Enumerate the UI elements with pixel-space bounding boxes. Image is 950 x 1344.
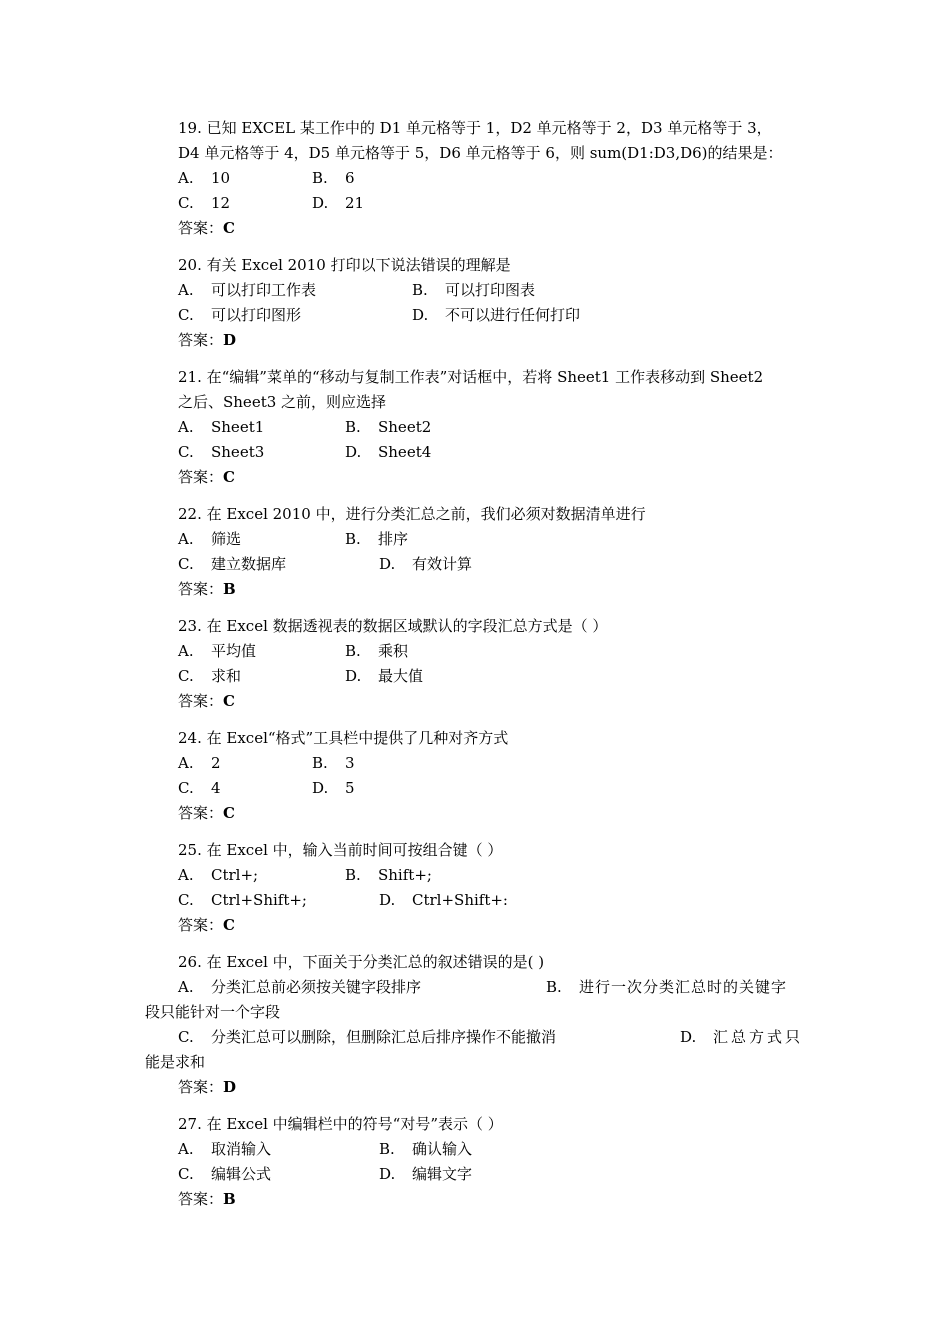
question-19-stem-line-1: 19. 已知 EXCEL 某工作中的 D1 单元格等于 1，D2 单元格等于 2，D3 单元格等于 3， (178, 119, 772, 137)
answer-23: 答案：C (178, 692, 235, 710)
option-c: C. 12 (178, 194, 231, 212)
option-d: D. 汇总方式只 (680, 1028, 804, 1046)
answer-19: 答案：C (178, 219, 235, 237)
answer-24: 答案：C (178, 804, 235, 822)
question-23-stem: 23. 在 Excel 数据透视表的数据区域默认的字段汇总方式是（ ） (178, 617, 608, 635)
option-d: D. 5 (312, 779, 355, 797)
option-c: C. 可以打印图形 (178, 306, 302, 324)
answer-21: 答案：C (178, 468, 235, 486)
option-c: C. 编辑公式 (178, 1165, 272, 1183)
option-b: B. Sheet2 (345, 418, 432, 436)
option-a: A. 可以打印工作表 (178, 281, 317, 299)
option-b: B. 3 (312, 754, 355, 772)
answer-20: 答案：D (178, 331, 237, 349)
option-d-continuation: 能是求和 (145, 1053, 206, 1071)
question-20-stem: 20. 有关 Excel 2010 打印以下说法错误的理解是 (178, 256, 511, 274)
question-27-stem: 27. 在 Excel 中编辑栏中的符号“对号”表示（ ） (178, 1115, 503, 1133)
option-b: B. 排序 (345, 530, 409, 548)
option-b: B. 6 (312, 169, 355, 187)
option-b: B. 乘积 (345, 642, 409, 660)
option-a: A. 平均值 (178, 642, 257, 660)
question-24-stem: 24. 在 Excel“格式”工具栏中提供了几种对齐方式 (178, 729, 509, 747)
answer-27: 答案：B (178, 1190, 236, 1208)
option-b: B. Shift+; (345, 866, 432, 884)
option-d: D. Sheet4 (345, 443, 432, 461)
option-a: A. 取消输入 (178, 1140, 272, 1158)
option-c: C. Sheet3 (178, 443, 265, 461)
answer-22: 答案：B (178, 580, 236, 598)
question-22-stem: 22. 在 Excel 2010 中，进行分类汇总之前，我们必须对数据清单进行 (178, 505, 646, 523)
option-d: D. 21 (312, 194, 365, 212)
question-19-stem-line-2: D4 单元格等于 4，D5 单元格等于 5，D6 单元格等于 6，则 sum(D1:D3,D6)的结果是： (178, 144, 783, 162)
option-a: A. 10 (178, 169, 231, 187)
option-b: B. 进行一次分类汇总时的关键字 (546, 978, 788, 996)
option-b: B. 确认输入 (379, 1140, 473, 1158)
answer-26: 答案：D (178, 1078, 237, 1096)
answer-25: 答案：C (178, 916, 235, 934)
option-d: D. 编辑文字 (379, 1165, 473, 1183)
question-21-stem-line-2: 之后、Sheet3 之前，则应选择 (178, 393, 387, 411)
option-c: C. Ctrl+Shift+; (178, 891, 307, 909)
option-d: D. 不可以进行任何打印 (412, 306, 581, 324)
option-d: D. 最大值 (345, 667, 424, 685)
option-c: C. 分类汇总可以删除，但删除汇总后排序操作不能撤消 (178, 1028, 557, 1046)
option-a: A. 筛选 (178, 530, 242, 548)
question-25-stem: 25. 在 Excel 中，输入当前时间可按组合键（ ） (178, 841, 503, 859)
option-d: D. Ctrl+Shift+: (379, 891, 508, 909)
option-a: A. Ctrl+; (178, 866, 259, 884)
option-c: C. 求和 (178, 667, 242, 685)
option-c: C. 建立数据库 (178, 555, 287, 573)
option-a: A. Sheet1 (178, 418, 265, 436)
option-b-continuation: 段只能针对一个字段 (145, 1003, 281, 1021)
option-c: C. 4 (178, 779, 221, 797)
option-d: D. 有效计算 (379, 555, 473, 573)
question-21-stem-line-1: 21. 在“编辑”菜单的“移动与复制工作表”对话框中，若将 Sheet1 工作表移动到 Sheet2 (178, 368, 764, 386)
option-a: A. 分类汇总前必须按关键字段排序 (178, 978, 422, 996)
question-26-stem: 26. 在 Excel 中，下面关于分类汇总的叙述错误的是( ) (178, 953, 545, 971)
option-b: B. 可以打印图表 (412, 281, 536, 299)
option-a: A. 2 (178, 754, 221, 772)
